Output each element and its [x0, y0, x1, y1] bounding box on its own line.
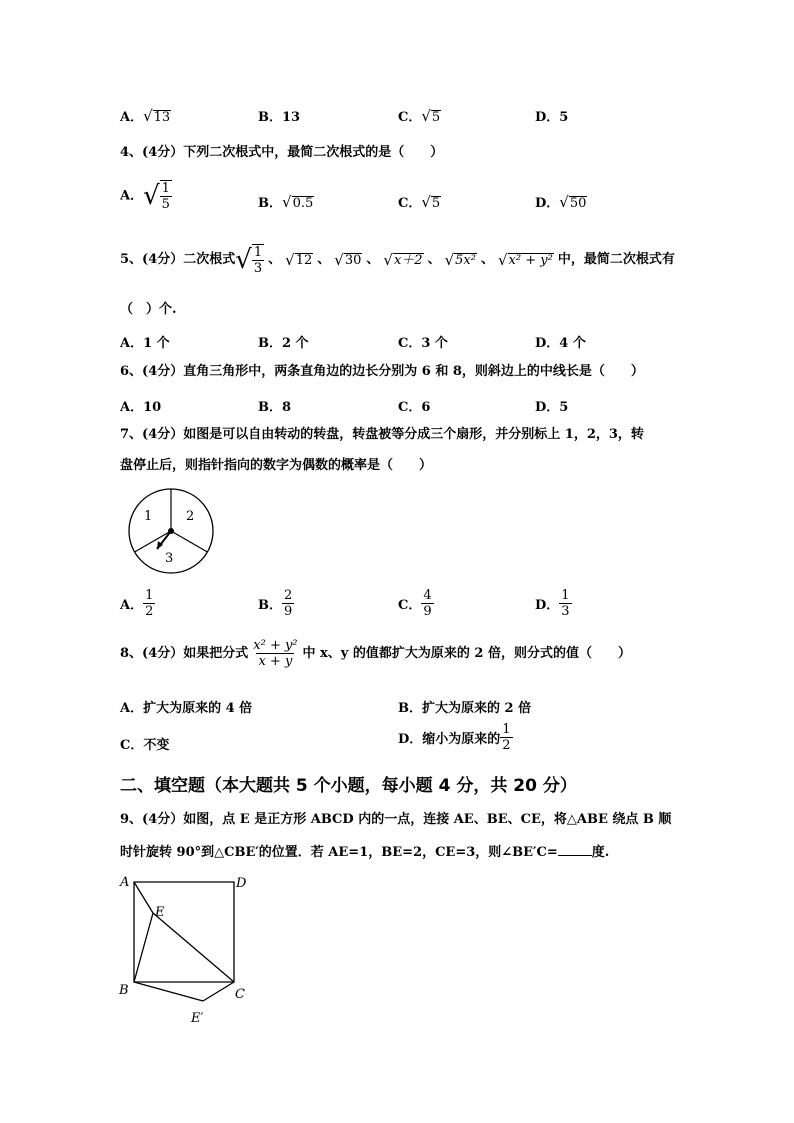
denominator: x + y — [258, 654, 293, 669]
q8-option-c: C．不变 — [120, 738, 170, 753]
q7-option-a — [120, 588, 155, 619]
option-label: D． — [535, 110, 560, 125]
question-number: 4、(4分） — [120, 145, 184, 160]
question-text: 中 x、y 的值都扩大为原来的 2 倍，则分式的值（ ） — [302, 645, 631, 661]
q5-stem — [120, 244, 675, 276]
q6-option-d: D．5 — [535, 400, 569, 415]
spinner-figure — [120, 486, 220, 576]
q8-stem — [120, 638, 631, 669]
option-label: C． — [398, 110, 422, 125]
fraction — [500, 722, 512, 753]
option-label: B． — [258, 598, 282, 613]
q6-stem — [120, 364, 644, 380]
q4-option-c — [398, 192, 441, 211]
fraction — [282, 588, 294, 619]
q4-option-b — [258, 192, 314, 211]
sqrt-symbol: √ — [334, 251, 344, 269]
option-label: B． — [258, 110, 282, 125]
question-text: 如图，点 E 是正方形 ABCD 内的一点，连接 AE、BE、CE，将△ABE 绕点 B 顺 — [183, 812, 672, 827]
point-label-e-prime: E′ — [191, 1011, 204, 1026]
denominator: 3 — [253, 261, 263, 276]
option-label: B． — [258, 196, 282, 211]
q6-option-a: A．10 — [120, 400, 162, 415]
option-label: A． — [120, 110, 144, 125]
radicand: 5x² — [455, 252, 476, 268]
q5-stem-line2: （ ）个. — [120, 302, 177, 317]
radicand: 12 — [295, 252, 313, 268]
sqrt-symbol: √ — [421, 193, 431, 211]
fraction — [559, 588, 571, 619]
question-number: 7、(4分） — [120, 427, 184, 442]
q7-option-b — [258, 588, 294, 619]
q5-option-d: D．4 个 — [535, 336, 586, 351]
spinner-center — [168, 528, 174, 534]
sector-label-3: 3 — [165, 551, 174, 566]
question-number: 9、(4分） — [120, 812, 184, 827]
sqrt-symbol: √ — [421, 107, 431, 125]
answer-blank[interactable] — [558, 843, 592, 856]
option-label: C． — [398, 598, 422, 613]
q3-option-b — [258, 106, 300, 125]
segment-be-prime — [134, 982, 203, 1001]
numerator: 2 — [284, 588, 293, 603]
numerator: 1 — [561, 588, 570, 603]
option-label: A． — [120, 188, 144, 204]
sector-label-2: 2 — [186, 509, 195, 524]
q5-option-c: C．3 个 — [398, 336, 448, 351]
separator: 、 — [317, 252, 331, 267]
question-number: 6、(4分） — [120, 364, 184, 379]
sqrt-symbol: √ — [444, 251, 455, 269]
sqrt-symbol: √ — [282, 193, 292, 211]
point-label-e: E — [155, 905, 165, 920]
denominator: 9 — [423, 604, 432, 619]
q7-stem-line1 — [120, 427, 644, 443]
q4-option-a — [120, 180, 172, 212]
radicand: 30 — [344, 252, 362, 268]
numerator: 1 — [145, 588, 154, 603]
numerator: 4 — [423, 588, 432, 603]
q3-option-c — [398, 106, 441, 125]
question-text: 中，最简二次根式有 — [557, 252, 675, 267]
question-text: 度. — [591, 845, 610, 860]
segment-ce — [153, 913, 234, 982]
radicand: x² + y² — [508, 252, 553, 268]
option-value: 5 — [559, 110, 569, 125]
option-label: A． — [120, 598, 144, 613]
q3-option-d — [535, 106, 568, 125]
vertex-label-c: C — [235, 987, 245, 1002]
denominator: 9 — [284, 604, 293, 619]
denominator: 2 — [145, 604, 154, 619]
q5-option-a: A．1 个 — [120, 336, 170, 351]
q9-stem-line1 — [120, 812, 671, 828]
vertex-label-b: B — [119, 983, 129, 998]
q8-option-d — [398, 722, 513, 753]
q4-stem — [120, 145, 443, 161]
question-text: 时针旋转 90°到△CBE′的位置．若 AE=1，BE=2，CE=3，则∠BE′C= — [120, 845, 558, 860]
denominator: 5 — [161, 197, 170, 212]
sqrt-symbol: √ — [235, 245, 252, 275]
segment-be — [134, 913, 153, 982]
numerator: 1 — [502, 722, 511, 737]
q6-option-b: B．8 — [258, 400, 292, 415]
option-value: 13 — [282, 110, 301, 125]
option-text: D．缩小为原来的 — [398, 732, 501, 747]
q7-option-d — [535, 588, 572, 619]
q5-option-b: B．2 个 — [258, 336, 309, 351]
separator: 、 — [480, 252, 494, 267]
section-heading: 二、填空题（本大题共 5 个小题，每小题 4 分，共 20 分） — [120, 776, 577, 796]
denominator: 2 — [502, 738, 511, 753]
radicand: 13 — [153, 110, 171, 125]
numerator: 1 — [161, 181, 170, 196]
sector-label-1: 1 — [144, 509, 153, 524]
fraction — [251, 638, 299, 669]
denominator: 3 — [561, 604, 570, 619]
fraction — [421, 588, 433, 619]
question-text: 下列二次根式中，最简二次根式的是（ ） — [183, 145, 444, 160]
spinner-divider — [135, 531, 171, 552]
segment-ce-prime — [203, 982, 234, 1001]
question-text: 如果把分式 — [183, 645, 249, 661]
vertex-label-d: D — [236, 876, 247, 891]
radicand: 50 — [569, 196, 587, 211]
option-label: C． — [398, 196, 422, 211]
q3-option-a — [120, 106, 171, 125]
sqrt-symbol: √ — [143, 107, 153, 125]
q9-stem-line2 — [120, 843, 609, 861]
radicand: 5 — [431, 110, 441, 125]
spinner-divider — [171, 531, 207, 552]
square-rotation-figure — [112, 870, 262, 1030]
q7-stem-line2: 盘停止后，则指针指向的数字为偶数的概率是（ ） — [120, 458, 433, 473]
numerator: x² + y² — [253, 638, 298, 653]
separator: 、 — [427, 252, 441, 267]
sqrt-symbol: √ — [559, 193, 569, 211]
segment-ae — [134, 882, 153, 913]
vertex-label-a: A — [120, 875, 130, 890]
radicand-fraction — [160, 180, 172, 212]
sqrt-symbol: √ — [143, 181, 160, 211]
question-text: 直角三角形中，两条直角边的边长分别为 6 和 8，则斜边上的中线长是（ ） — [183, 364, 644, 379]
square-abcd — [134, 882, 234, 982]
question-number: 5、(4分） — [120, 252, 184, 267]
separator: 、 — [366, 252, 380, 267]
radicand: 0.5 — [292, 196, 314, 211]
sqrt-symbol: √ — [285, 251, 295, 269]
sqrt-symbol: √ — [383, 251, 393, 269]
option-label: D． — [535, 196, 560, 211]
q4-option-d — [535, 192, 587, 211]
sqrt-symbol: √ — [497, 251, 508, 269]
q6-option-c: C．6 — [398, 400, 431, 415]
radicand-fraction — [252, 244, 264, 276]
fraction — [143, 588, 155, 619]
q8-option-b: B．扩大为原来的 2 倍 — [398, 701, 532, 716]
option-label: D． — [535, 598, 560, 613]
q7-option-c — [398, 588, 434, 619]
question-text: 如图是可以自由转动的转盘，转盘被等分成三个扇形，并分别标上 1，2，3，转 — [183, 427, 644, 442]
radicand: x＋2 — [393, 252, 423, 268]
q8-option-a: A．扩大为原来的 4 倍 — [120, 701, 253, 716]
separator: 、 — [268, 252, 282, 267]
numerator: 1 — [253, 245, 263, 260]
question-text: 二次根式 — [183, 252, 236, 267]
radicand: 5 — [431, 196, 441, 211]
question-number: 8、(4分） — [120, 645, 184, 661]
